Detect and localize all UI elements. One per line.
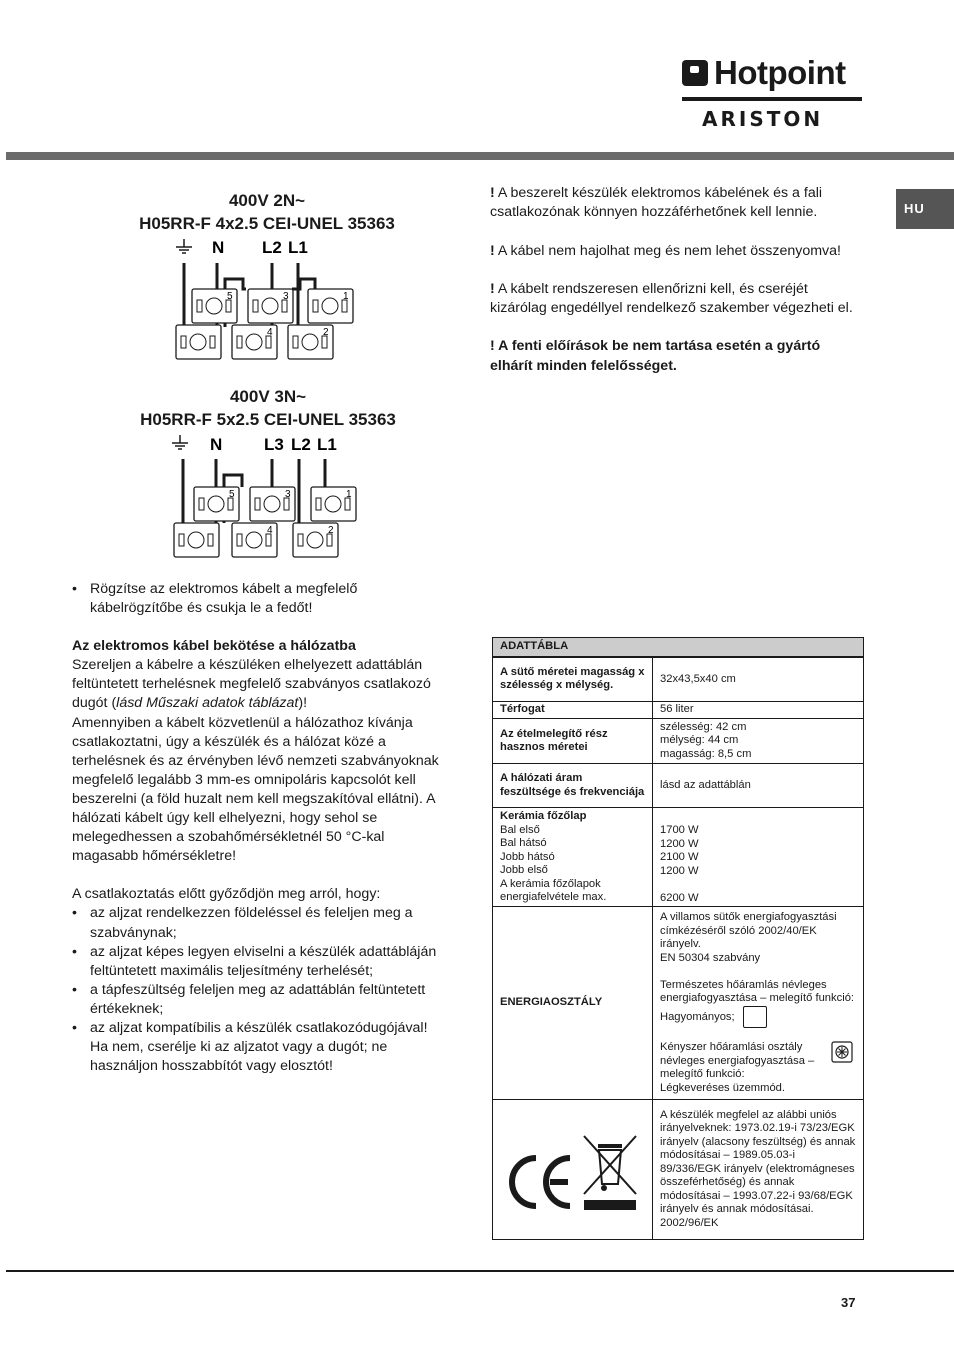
right-column xyxy=(490,184,862,395)
hotpoint-logo-icon xyxy=(682,60,708,86)
warning-mark: ! xyxy=(490,242,495,259)
ground-icon xyxy=(172,435,188,449)
diagram2-title-line2: H05RR-F 5x2.5 CEI-UNEL 35363 xyxy=(140,410,396,429)
plug-text-end: )! xyxy=(298,695,308,712)
table-header: ADATTÁBLA xyxy=(493,638,864,657)
hob-cell xyxy=(493,808,653,907)
wiring-diagram-1-svg xyxy=(170,237,370,362)
warning-mark: ! xyxy=(490,280,495,297)
fan-mode-icon xyxy=(831,1041,853,1063)
table-row xyxy=(493,907,864,1100)
brand-subname: ARISTON xyxy=(702,107,824,131)
header-bar xyxy=(6,152,954,160)
hob-zone: Jobb első xyxy=(500,864,548,876)
table-row xyxy=(493,702,864,719)
terminal-4: 4 xyxy=(267,525,273,536)
energy-conventional: Hagyományos; xyxy=(660,1010,735,1023)
footer-rule xyxy=(6,1270,954,1272)
label-l3: L3 xyxy=(264,435,284,454)
warning-mark: ! xyxy=(490,185,495,201)
table-row xyxy=(493,808,864,907)
weee-bin-icon xyxy=(580,1132,640,1210)
warning-3 xyxy=(490,280,862,319)
table-row xyxy=(493,764,864,808)
directives-value xyxy=(653,1100,864,1240)
volume-value: 56 liter xyxy=(653,702,864,719)
table-row xyxy=(493,719,864,764)
warmer-height: magasság: 8,5 cm xyxy=(660,747,752,760)
hob-values xyxy=(653,808,864,907)
conventional-mode-icon xyxy=(743,1006,767,1028)
terminal-2: 2 xyxy=(328,525,334,536)
hob-label: Kerámia főzőlap xyxy=(500,810,587,822)
warning-text: A beszerelt készülék elektromos kábelének és a fali csatlakozónak könnyen hozzáférhetőnek kell lennie. xyxy=(490,185,823,221)
logo-divider xyxy=(682,97,862,101)
energy-standard: EN 50304 szabvány xyxy=(660,951,761,964)
terminal-1: 1 xyxy=(343,291,349,302)
terminal-blocks-bottom xyxy=(176,325,333,359)
hob-value: 1200 W xyxy=(660,864,699,877)
plug-paragraph xyxy=(72,656,442,713)
direct-connection-paragraph: Amennyiben a kábelt közvetlenül a hálózathoz kívánja csatlakoztatni, úgy a készülék és a hálózat közé a terhelésnek és az érvényben lévő nemzeti szabványoknak megfelelő legalább 3 mm-es omnipoláris kapcsolót kell beszerelni (a föld huzalt nem kell megszakítóval ellátni). A hálózati kábelt úgy kell elhelyezni, hogy sehol se melegedhessen a szobahőmérsékletnél 50 °C-kal magasabb hőmérsékletre! xyxy=(72,714,439,865)
brand-name: Hotpoint xyxy=(714,54,846,91)
energy-value xyxy=(653,907,864,1100)
hob-zone: Bal hátsó xyxy=(500,837,547,849)
hob-value: 1200 W xyxy=(660,837,699,850)
checklist-item: • a tápfeszültség feleljen meg az adattáblán feltüntetett értékeknek; xyxy=(72,981,442,1019)
warning-mark: ! xyxy=(490,338,495,355)
hob-zone: Bal első xyxy=(500,823,540,836)
energy-natural: Természetes hőáramlás névleges energiafogyasztása – melegítő funkció: xyxy=(660,978,855,1004)
symbols-cell xyxy=(493,1100,653,1240)
power-label: A hálózati áram feszültsége és frekvenciája xyxy=(493,764,653,808)
table-row xyxy=(493,1100,864,1240)
label-l1: L1 xyxy=(317,435,337,454)
cable-fix-instruction: • Rögzítse az elektromos kábelt a megfelelő kábelrögzítőbe és csukja le a fedőt! xyxy=(72,580,442,618)
page-number: 37 xyxy=(841,1295,856,1310)
terminal-5: 5 xyxy=(229,489,235,500)
terminal-blocks-bottom xyxy=(174,523,338,557)
volume-label: Térfogat xyxy=(493,702,653,719)
table-row xyxy=(493,657,864,702)
ground-icon xyxy=(176,239,192,253)
ce-mark-icon xyxy=(506,1154,576,1210)
wiring-diagram-2-svg xyxy=(166,433,366,558)
language-tab: HU xyxy=(896,189,954,229)
label-n: N xyxy=(210,435,223,454)
terminal-4: 4 xyxy=(267,327,273,338)
warning-2 xyxy=(490,242,862,261)
label-n: N xyxy=(212,238,225,257)
power-value: lásd az adattáblán xyxy=(653,764,864,808)
size-label: A sütő méretei magasság x szélesség x mélység. xyxy=(493,657,653,702)
energy-conventional-row xyxy=(660,1006,857,1028)
diagram1-title-line2: H05RR-F 4x2.5 CEI-UNEL 35363 xyxy=(139,214,395,233)
warning-1 xyxy=(490,184,862,223)
diagram2-title-line1: 400V 3N~ xyxy=(229,387,307,406)
warmer-width: szélesség: 42 cm xyxy=(660,720,747,733)
warning-text: A fenti előírások be nem tartása esetén a gyártó elhárít minden felelősséget. xyxy=(490,338,821,374)
checklist-item: • az aljzat képes legyen elviselni a készülék adattábláján feltüntetett maximális teljesítmény terhelését; xyxy=(72,943,442,981)
diagram1-title-line1: 400V 2N~ xyxy=(228,191,306,210)
terminal-1: 1 xyxy=(346,489,352,500)
hob-value: 1700 W xyxy=(660,824,699,836)
brand-logo xyxy=(682,54,864,131)
warmer-value xyxy=(653,719,864,764)
weee-directive: 2002/96/EK xyxy=(660,1216,719,1229)
terminal-3: 3 xyxy=(283,291,289,302)
checklist-item: • az aljzat rendelkezzen földeléssel és feleljen meg a szabványnak; xyxy=(72,904,442,942)
label-l2: L2 xyxy=(291,435,311,454)
terminal-blocks-top xyxy=(192,289,353,323)
terminal-3: 3 xyxy=(285,489,291,500)
plug-text: Szereljen a kábelre a készüléken elhelyezett adattáblán feltüntetett terhelésnek megfelelő szabványos csatlakozó dugót ( xyxy=(72,657,431,712)
left-column xyxy=(72,580,442,1076)
warning-text: A kábelt rendszeresen ellenőrizni kell, és cseréjét kizárólag engedéllyel rendelkező szakember végezheti el. xyxy=(490,280,853,317)
checklist-item: • az aljzat kompatíbilis a készülék csatlakozódugójával! Ha nem, cserélje ki az aljzatot vagy a dugót; ne használjon hosszabbítót vagy elosztót! xyxy=(72,1019,442,1076)
hotpoint-wordmark xyxy=(682,54,864,91)
diagram2-title xyxy=(128,385,408,431)
warmer-depth: mélység: 44 cm xyxy=(660,734,739,747)
energy-directive: A villamos sütők energiafogyasztási címkézéséről szóló 2002/40/EK irányelv. xyxy=(660,911,837,950)
hob-value-total: 6200 W xyxy=(660,891,699,904)
terminal-5: 5 xyxy=(227,291,233,302)
warmer-label: Az ételmelegítő rész hasznos méretei xyxy=(493,719,653,764)
size-value: 32x43,5x40 cm xyxy=(653,657,864,702)
section-heading: Az elektromos kábel bekötése a hálózatba xyxy=(72,638,356,655)
energy-fan-mode: Légkeveréses üzemmód. xyxy=(660,1081,785,1094)
hob-value: 2100 W xyxy=(660,851,699,863)
hob-zone: Jobb hátsó xyxy=(500,850,555,863)
directives-text: A készülék megfelel az alábbi uniós irányelveknek: 1973.02.19-i 73/23/EGK irányelv (alacsony feszültség) és annak módosításai – 1989.05.03-i 89/336/EGK irányelv (elektromágneses összeférhetőség) és annak módosításai – 1993.07.22-i 93/68/EGK irányelv és annak módosításai. xyxy=(660,1108,856,1216)
terminal-blocks-top xyxy=(194,487,356,521)
warning-text: A kábel nem hajolhat meg és nem lehet összenyomva! xyxy=(497,242,841,259)
warning-4 xyxy=(490,337,862,376)
hob-zone: A kerámia főzőlapok energiafelvétele max. xyxy=(500,877,607,903)
label-l2: L2 xyxy=(262,238,282,257)
terminal-2: 2 xyxy=(323,327,329,338)
wiring-diagram-1 xyxy=(170,237,370,367)
data-table xyxy=(492,637,864,1240)
plug-ref: lásd Műszaki adatok táblázat xyxy=(116,695,299,712)
diagram1-title xyxy=(132,189,402,235)
checklist-intro: A csatlakoztatás előtt győződjön meg arról, hogy: xyxy=(72,886,381,903)
label-l1: L1 xyxy=(288,238,308,257)
wiring-diagram-2 xyxy=(166,433,366,563)
energy-forced: Kényszer hőáramlási osztály névleges energiafogyasztása – melegítő funkció: xyxy=(660,1041,815,1080)
energy-label: ENERGIAOSZTÁLY xyxy=(493,907,653,1100)
